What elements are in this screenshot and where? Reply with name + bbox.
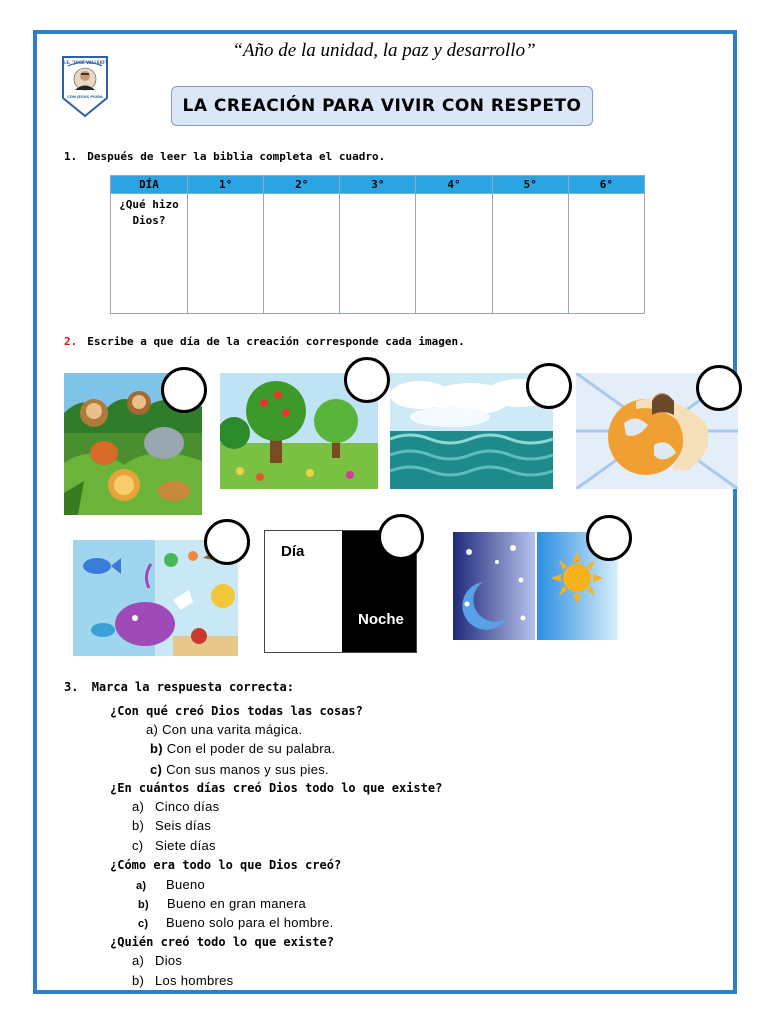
answer-circle-6[interactable] — [378, 514, 424, 560]
q2-option-a[interactable] — [132, 799, 219, 814]
q1-option-b-letter: b) — [150, 741, 163, 756]
q2-text: Escribe a que día de la creación corresponde cada imagen. — [87, 335, 465, 348]
q1-option-c[interactable] — [150, 762, 329, 777]
night-label: Noche — [358, 611, 404, 628]
logo-top-text: I.E. "JOSÉ VALLEJO" — [63, 60, 107, 65]
q2-instruction — [64, 335, 465, 348]
q4-option-b-letter: b) — [132, 973, 145, 988]
answer-cell-day-5[interactable] — [492, 194, 568, 314]
q2-option-c-text: Siete días — [155, 838, 216, 853]
day-label: Día — [281, 543, 305, 560]
creation-days-table — [110, 175, 645, 314]
q3-option-b-text: Bueno en gran manera — [167, 896, 306, 911]
answer-circle-4[interactable] — [696, 365, 742, 411]
q1-option-c-letter: c) — [150, 762, 163, 777]
q3-number: 3. — [64, 680, 79, 694]
answer-cell-day-2[interactable] — [264, 194, 340, 314]
q3-option-b[interactable] — [138, 896, 306, 911]
q3-instruction — [64, 680, 294, 694]
header-day-3: 3° — [340, 176, 416, 194]
q2-number: 2. — [64, 335, 78, 348]
q4-option-b-text: Los hombres — [155, 973, 234, 988]
q2-option-a-letter: a) — [132, 799, 145, 814]
q2-option-a-text: Cinco días — [155, 799, 220, 814]
q3-option-c-letter: c) — [138, 918, 149, 930]
q1-option-a-letter: a) — [146, 722, 159, 737]
q3-option-c[interactable] — [138, 915, 334, 930]
header-day-6: 6° — [568, 176, 644, 194]
answer-circle-7[interactable] — [586, 515, 632, 561]
header-day-5: 5° — [492, 176, 568, 194]
day-panel — [265, 531, 342, 653]
answer-circle-5[interactable] — [204, 519, 250, 565]
worksheet-title-text: LA CREACIÓN PARA VIVIR CON RESPETO — [182, 96, 582, 116]
q1-text: Después de leer la biblia completa el cuadro. — [87, 150, 386, 163]
row-label-line1: ¿Qué hizo — [119, 198, 179, 211]
q1-option-b-text: Con el poder de su palabra. — [166, 741, 336, 756]
q3-option-a-letter: a) — [136, 880, 147, 892]
question-1: ¿Con qué creó Dios todas las cosas? — [110, 704, 363, 718]
q4-option-b[interactable] — [132, 973, 233, 988]
answer-circle-2[interactable] — [344, 357, 390, 403]
q1-instruction — [64, 150, 385, 163]
q2-option-c[interactable] — [132, 838, 216, 853]
answer-cell-day-6[interactable] — [568, 194, 644, 314]
q2-option-b-letter: b) — [132, 818, 145, 833]
q2-option-c-letter: c) — [132, 838, 144, 853]
answer-circle-3[interactable] — [526, 363, 572, 409]
question-2: ¿En cuántos días creó Dios todo lo que existe? — [110, 781, 443, 795]
q2-option-b[interactable] — [132, 818, 211, 833]
q4-option-a[interactable] — [132, 953, 182, 968]
header-day-1: 1° — [188, 176, 264, 194]
q3-text: Marca la respuesta correcta: — [91, 680, 294, 694]
question-3: ¿Cómo era todo lo que Dios creó? — [110, 858, 342, 872]
answer-cell-day-4[interactable] — [416, 194, 492, 314]
header-dia: DÍA — [111, 176, 188, 194]
q3-option-a[interactable] — [136, 877, 205, 892]
q1-option-b[interactable] — [150, 741, 335, 756]
q1-option-c-text: Con sus manos y sus pies. — [166, 762, 329, 777]
q3-option-c-text: Bueno solo para el hombre. — [166, 915, 334, 930]
row-label — [111, 194, 188, 314]
q3-option-b-letter: b) — [138, 899, 149, 911]
answer-cell-day-3[interactable] — [340, 194, 416, 314]
worksheet-title — [171, 86, 593, 126]
answer-circle-1[interactable] — [161, 367, 207, 413]
row-label-line2: Dios? — [132, 214, 166, 227]
table-row — [111, 194, 645, 314]
q4-option-a-letter: a) — [132, 953, 145, 968]
table-header-row — [111, 176, 645, 194]
answer-cell-day-1[interactable] — [188, 194, 264, 314]
question-4: ¿Quién creó todo lo que existe? — [110, 935, 334, 949]
q1-option-a-text: Con una varita mágica. — [162, 722, 303, 737]
header-day-2: 2° — [264, 176, 340, 194]
logo-bottom-text: CON JESÚS PIURA — [67, 95, 103, 99]
motto: “Año de la unidad, la paz y desarrollo” — [232, 40, 536, 61]
q4-option-a-text: Dios — [155, 953, 183, 968]
school-logo — [60, 54, 110, 118]
q2-option-b-text: Seis días — [155, 818, 212, 833]
header-day-4: 4° — [416, 176, 492, 194]
q1-option-a[interactable] — [146, 722, 302, 737]
q1-number: 1. — [64, 150, 78, 163]
q3-option-a-text: Bueno — [166, 877, 206, 892]
